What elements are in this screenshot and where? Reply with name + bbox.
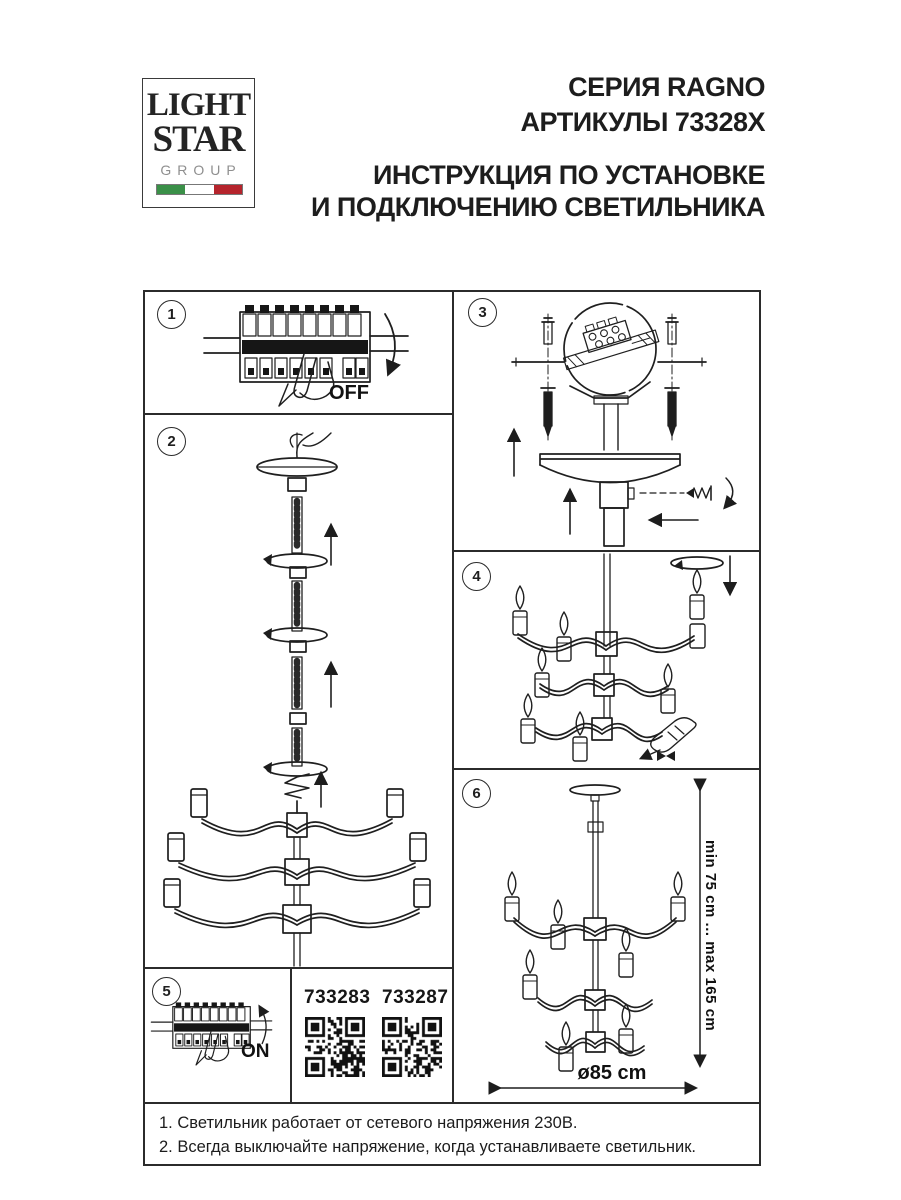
step-badge-1: 1: [157, 300, 186, 329]
breaker-on-drawing: [149, 997, 289, 1077]
logo-text-light: LIGHT: [146, 87, 251, 123]
articles-panel: [290, 967, 454, 1104]
step-badge-4: 4: [462, 562, 491, 591]
qr-code-right: [382, 1017, 442, 1077]
logo-text-group: GROUP: [160, 162, 242, 178]
articles-title: АРТИКУЛЫ 73328X: [520, 107, 765, 137]
document-header: [311, 72, 765, 223]
step-panel-4: [452, 550, 761, 770]
article-number-left: 733283: [304, 987, 371, 1008]
rod-assembly-drawing: [145, 415, 452, 967]
on-label: ON: [241, 1041, 270, 1062]
footer-notes-box: [143, 1102, 761, 1166]
height-dimension-label: min 75 cm ... max 165 cm: [702, 840, 719, 1032]
italian-flag-stripe: [156, 184, 243, 195]
ceiling-mount-drawing: [454, 292, 759, 550]
instruction-title: [311, 159, 765, 223]
instruction-title-line1: ИНСТРУКЦИЯ ПО УСТАНОВКЕ: [373, 160, 765, 190]
article-number-right: 733287: [382, 987, 449, 1008]
flag-green: [157, 185, 185, 194]
step-badge-6: 6: [462, 779, 491, 808]
footer-note-1: 1. Светильник работает от сетевого напряжения 230В.: [159, 1114, 578, 1132]
step-panel-5: [143, 967, 292, 1104]
qr-code-left: [305, 1017, 365, 1077]
bulb-install-drawing: [454, 552, 759, 768]
step-panel-3: [452, 290, 761, 552]
step-panel-1: [143, 290, 454, 415]
off-label: OFF: [329, 382, 369, 404]
step-badge-3: 3: [468, 298, 497, 327]
step-badge-2: 2: [157, 427, 186, 456]
instruction-title-line2: И ПОДКЛЮЧЕНИЮ СВЕТИЛЬНИКА: [311, 192, 765, 222]
logo-text-star: STAR: [152, 119, 245, 160]
breaker-off-drawing: [200, 296, 440, 408]
flag-white: [185, 185, 213, 194]
step-panel-2: [143, 413, 454, 969]
footer-note-2: 2. Всегда выключайте напряжение, когда устанавливаете светильник.: [159, 1138, 697, 1156]
series-title: СЕРИЯ RAGNO: [568, 72, 765, 102]
lightstar-logo: [142, 78, 255, 208]
footer-notes: [159, 1111, 696, 1159]
step-badge-5: 5: [152, 977, 181, 1006]
flag-red: [214, 185, 242, 194]
diameter-dimension-label: ø85 cm: [577, 1062, 647, 1084]
